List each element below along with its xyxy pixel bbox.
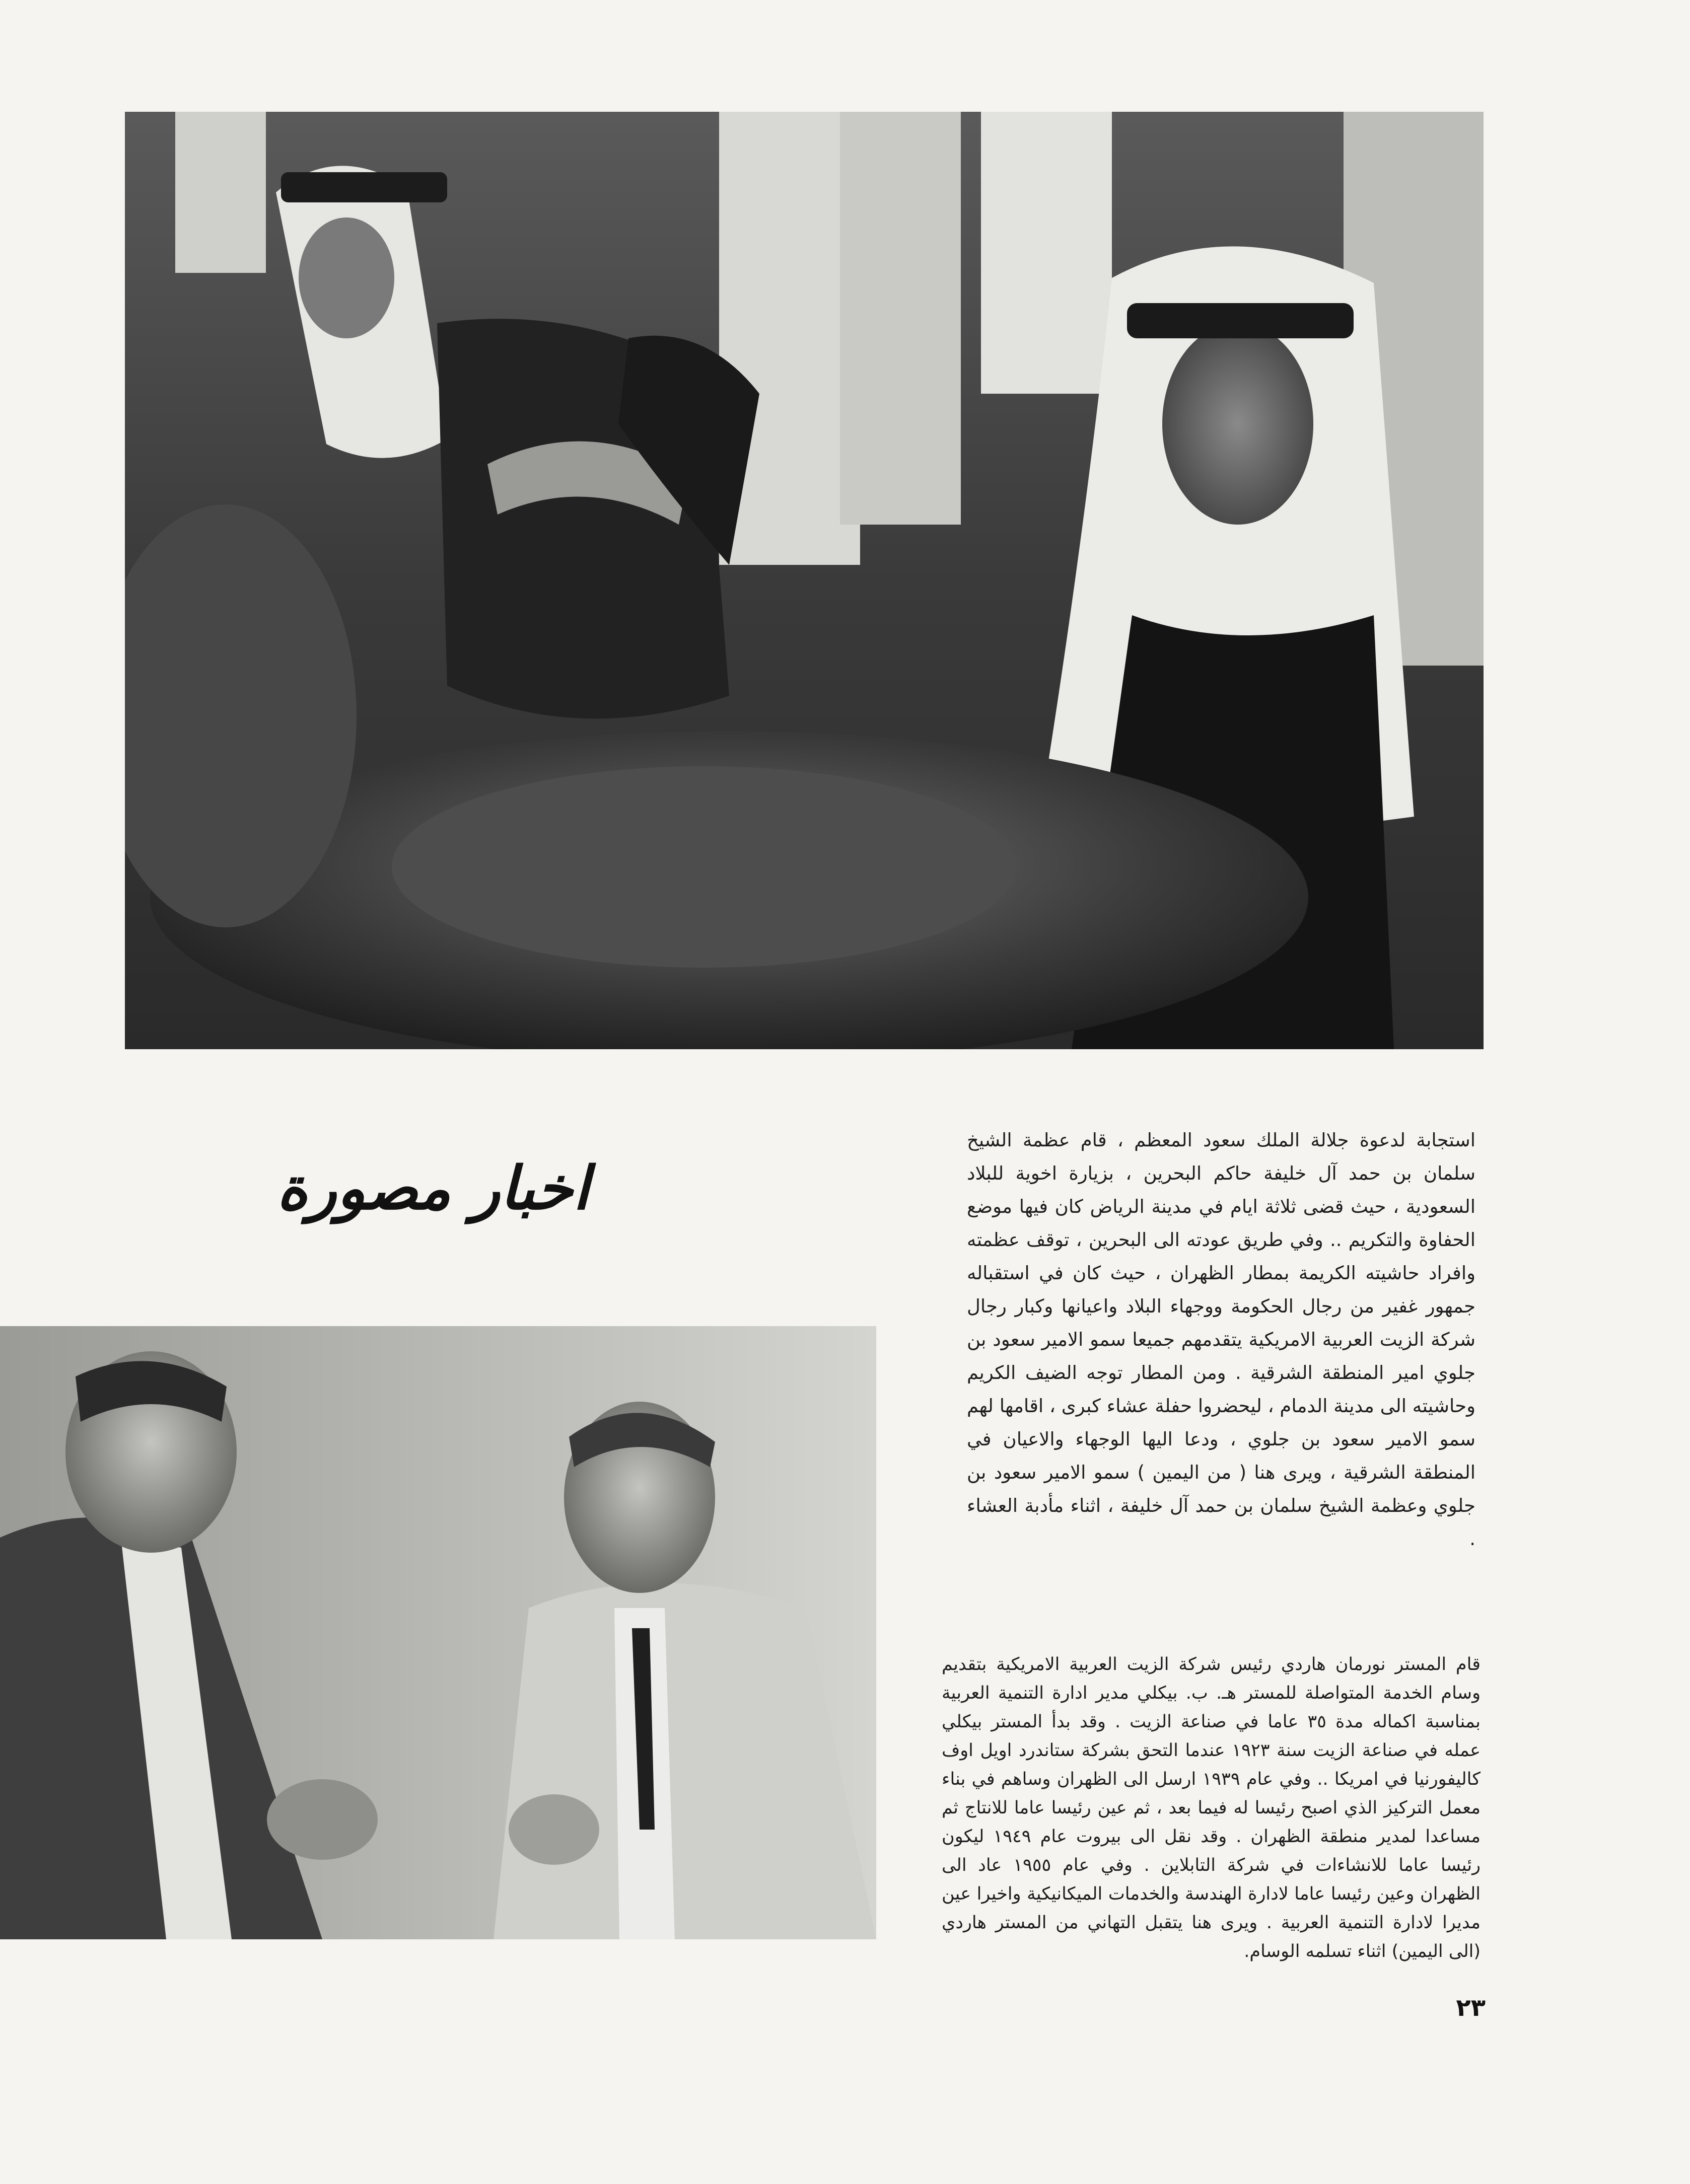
award-photo <box>0 1326 876 1939</box>
banquet-photo <box>125 112 1484 1049</box>
banquet-photo-image <box>125 112 1484 1049</box>
caption-award: قام المستر نورمان هاردي رئيس شركة الزيت العربية الامريكية بتقديم وسام الخدمة المتواصلة للمستر هـ. ب. بيكلي مدير ادارة التنمية العربية بمناسبة اكماله مدة ٣٥ عاما في صناعة الزيت . وقد بدأ المستر بيكلي عمله في صناعة الزيت سنة ١٩٢٣ عندما التحق بشركة ستاندرد اويل اوف كاليفورنيا في امريكا .. وفي عام ١٩٣٩ ارسل الى الظهران وساهم في بناء معمل التركيز الذي اصبح رئيسا له فيما بعد ، ثم عين رئيسا عاما للانتاج ثم مساعدا لمدير منطقة الظهران . وقد نقل الى بيروت عام ١٩٤٩ ليكون رئيسا عاما للانشاءات في شركة التابلاين . وفي عام ١٩٥٥ عاد الى الظهران وعين رئيسا عاما لادارة الهندسة والخدمات الميكانيكية واخيرا عين مديرا لادارة التنمية العربية . ويرى هنا يتقبل التهاني من المستر هاردي (الى اليمين) اثناء تسلمه الوسام. <box>942 1654 1481 1961</box>
award-photo-image <box>0 1326 876 1939</box>
section-title: اخبار مصورة <box>276 1153 590 1223</box>
page-number: ٢٣ <box>1456 1994 1486 2022</box>
caption-banquet: استجابة لدعوة جلالة الملك سعود المعظم ، قام عظمة الشيخ سلمان بن حمد آل خليفة حاكم البحرين ، بزيارة اخوية للبلاد السعودية ، حيث قضى ثلاثة ايام في مدينة الرياض كان فيها موضع الحفاوة والتكريم .. وفي طريق عودته الى البحرين ، توقف عظمته وافراد حاشيته الكريمة بمطار الظهران ، حيث كان في استقباله جمهور غفير من رجال الحكومة ووجهاء البلاد واعيانها وكبار رجال شركة الزيت العربية الامريكية يتقدمهم جميعا سمو الامير سعود بن جلوي امير المنطقة الشرقية . ومن المطار توجه الضيف الكريم وحاشيته الى مدينة الدمام ، ليحضروا حفلة عشاء كبرى ، اقامها لهم سمو الامير سعود بن جلوي ، ودعا اليها الوجهاء والاعيان في المنطقة الشرقية ، ويرى هنا ( من اليمين ) سمو الامير سعود بن جلوي وعظمة الشيخ سلمان بن حمد آل خليفة ، اثناء مأدبة العشاء . <box>967 1129 1475 1550</box>
